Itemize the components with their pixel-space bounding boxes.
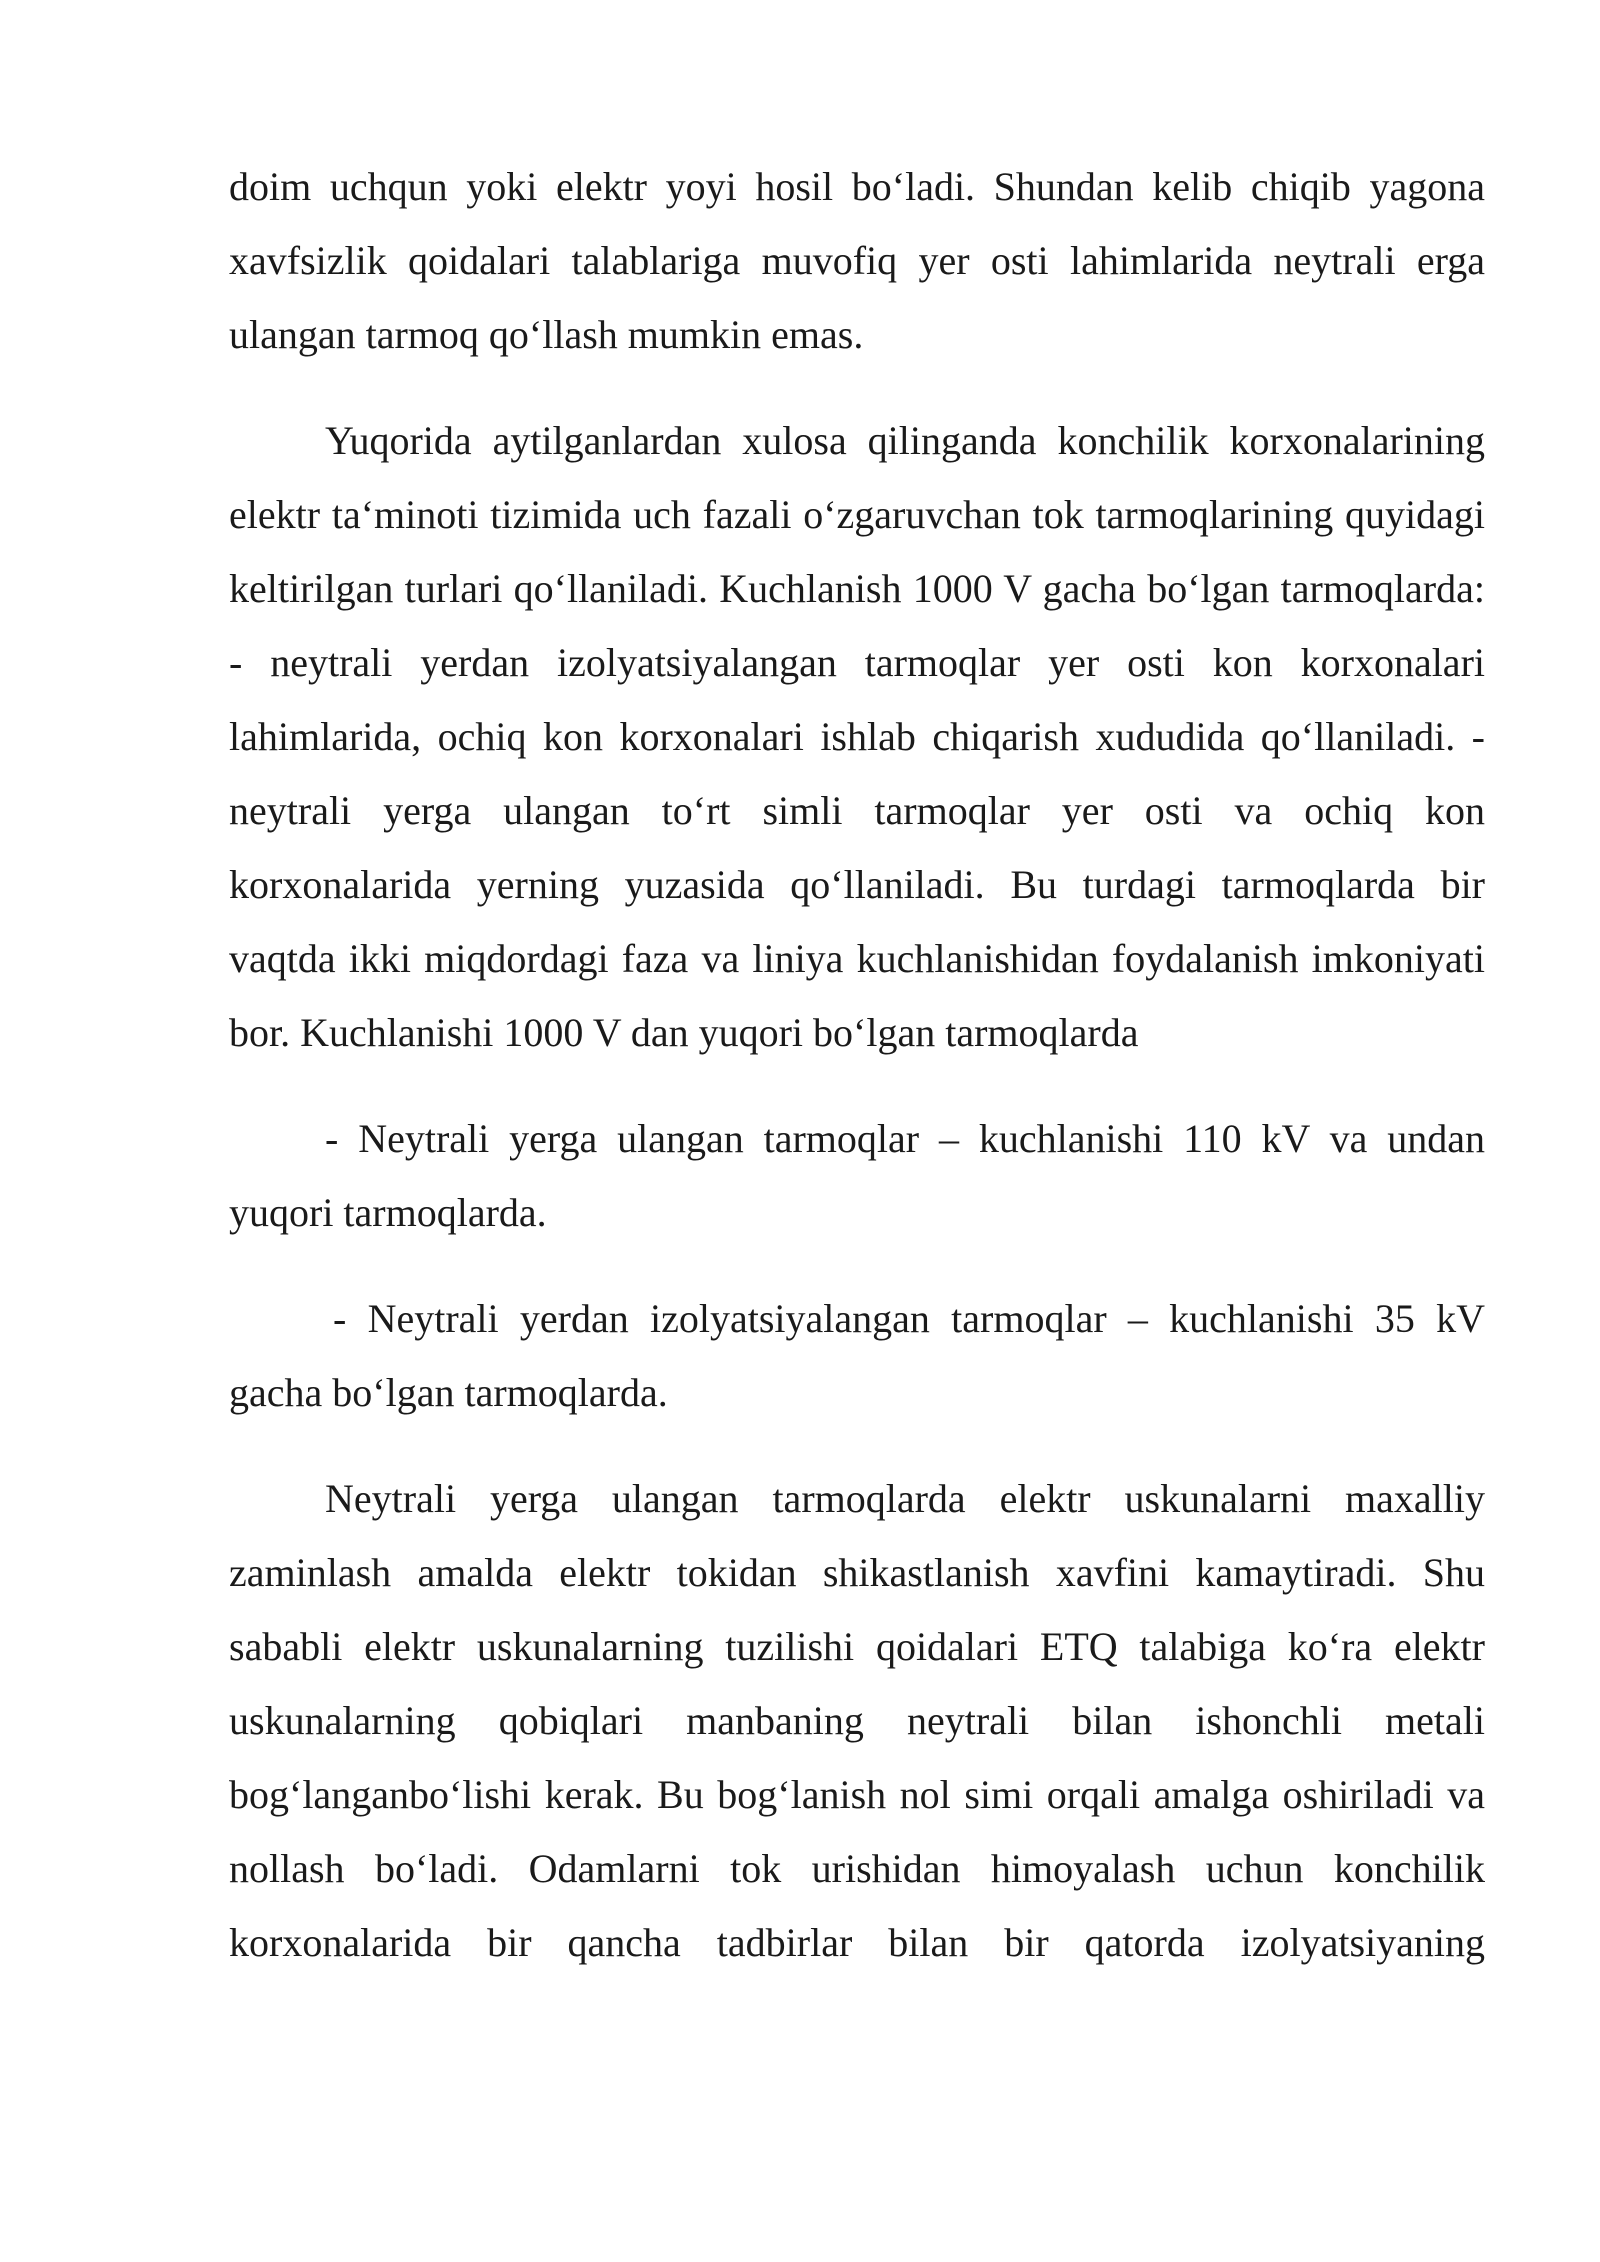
paragraph-5: Neytrali yerga ulangan tarmoqlarda elektr uskunalarni maxalliy zaminlash amalda elektr tokidan shikastlanish xavfini kamaytiradi. Shu sababli elektr uskunalarning tuzilishi qoidalari ETQ talabiga ko‘ra elektr uskunalarning qobiqlari manbaning neytrali bilan ishonchli metali bog‘langanbo‘lishi kerak. Bu bog‘lanish nol simi orqali amalga oshiriladi va nollash bo‘ladi. Odamlarni tok urishidan himoyalash uchun konchilik korxonalarida bir qancha tadbirlar bilan bir qatorda izolyatsiyaning xyxy=(229,1476,1485,1965)
paragraph-4: - Neytrali yerdan izolyatsiyalangan tarmoqlar – kuchlanishi 35 kV gacha bo‘lgan tarmoqlarda. xyxy=(229,1296,1485,1415)
paragraph-3: - Neytrali yerga ulangan tarmoqlar – kuchlanishi 110 kV va undan yuqori tarmoqlarda. xyxy=(229,1116,1485,1235)
paragraph-1: doim uchqun yoki elektr yoyi hosil bo‘ladi. Shundan kelib chiqib yagona xavfsizlik qoidalari talablariga muvofiq yer osti lahimlarida neytrali erga ulangan tarmoq qo‘llash mumkin emas. xyxy=(229,164,1485,357)
paragraph-2: Yuqorida aytilganlardan xulosa qilinganda konchilik korxonalarining elektr ta‘minoti tizimida uch fazali o‘zgaruvchan tok tarmoqlarining quyidagi keltirilgan turlari qo‘llaniladi. Kuchlanish 1000 V gacha bo‘lgan tarmoqlarda: - neytrali yerdan izolyatsiyalangan tarmoqlar yer osti kon korxonalari lahimlarida, ochiq kon korxonalari ishlab chiqarish xududida qo‘llaniladi. - neytrali yerga ulangan to‘rt simli tarmoqlar yer osti va ochiq kon korxonalarida yerning yuzasida qo‘llaniladi. Bu turdagi tarmoqlarda bir vaqtda ikki miqdordagi faza va liniya kuchlanishidan foydalanish imkoniyati bor. Kuchlanishi 1000 V dan yuqori bo‘lgan tarmoqlarda xyxy=(229,418,1485,1055)
document-body xyxy=(229,150,1485,1980)
